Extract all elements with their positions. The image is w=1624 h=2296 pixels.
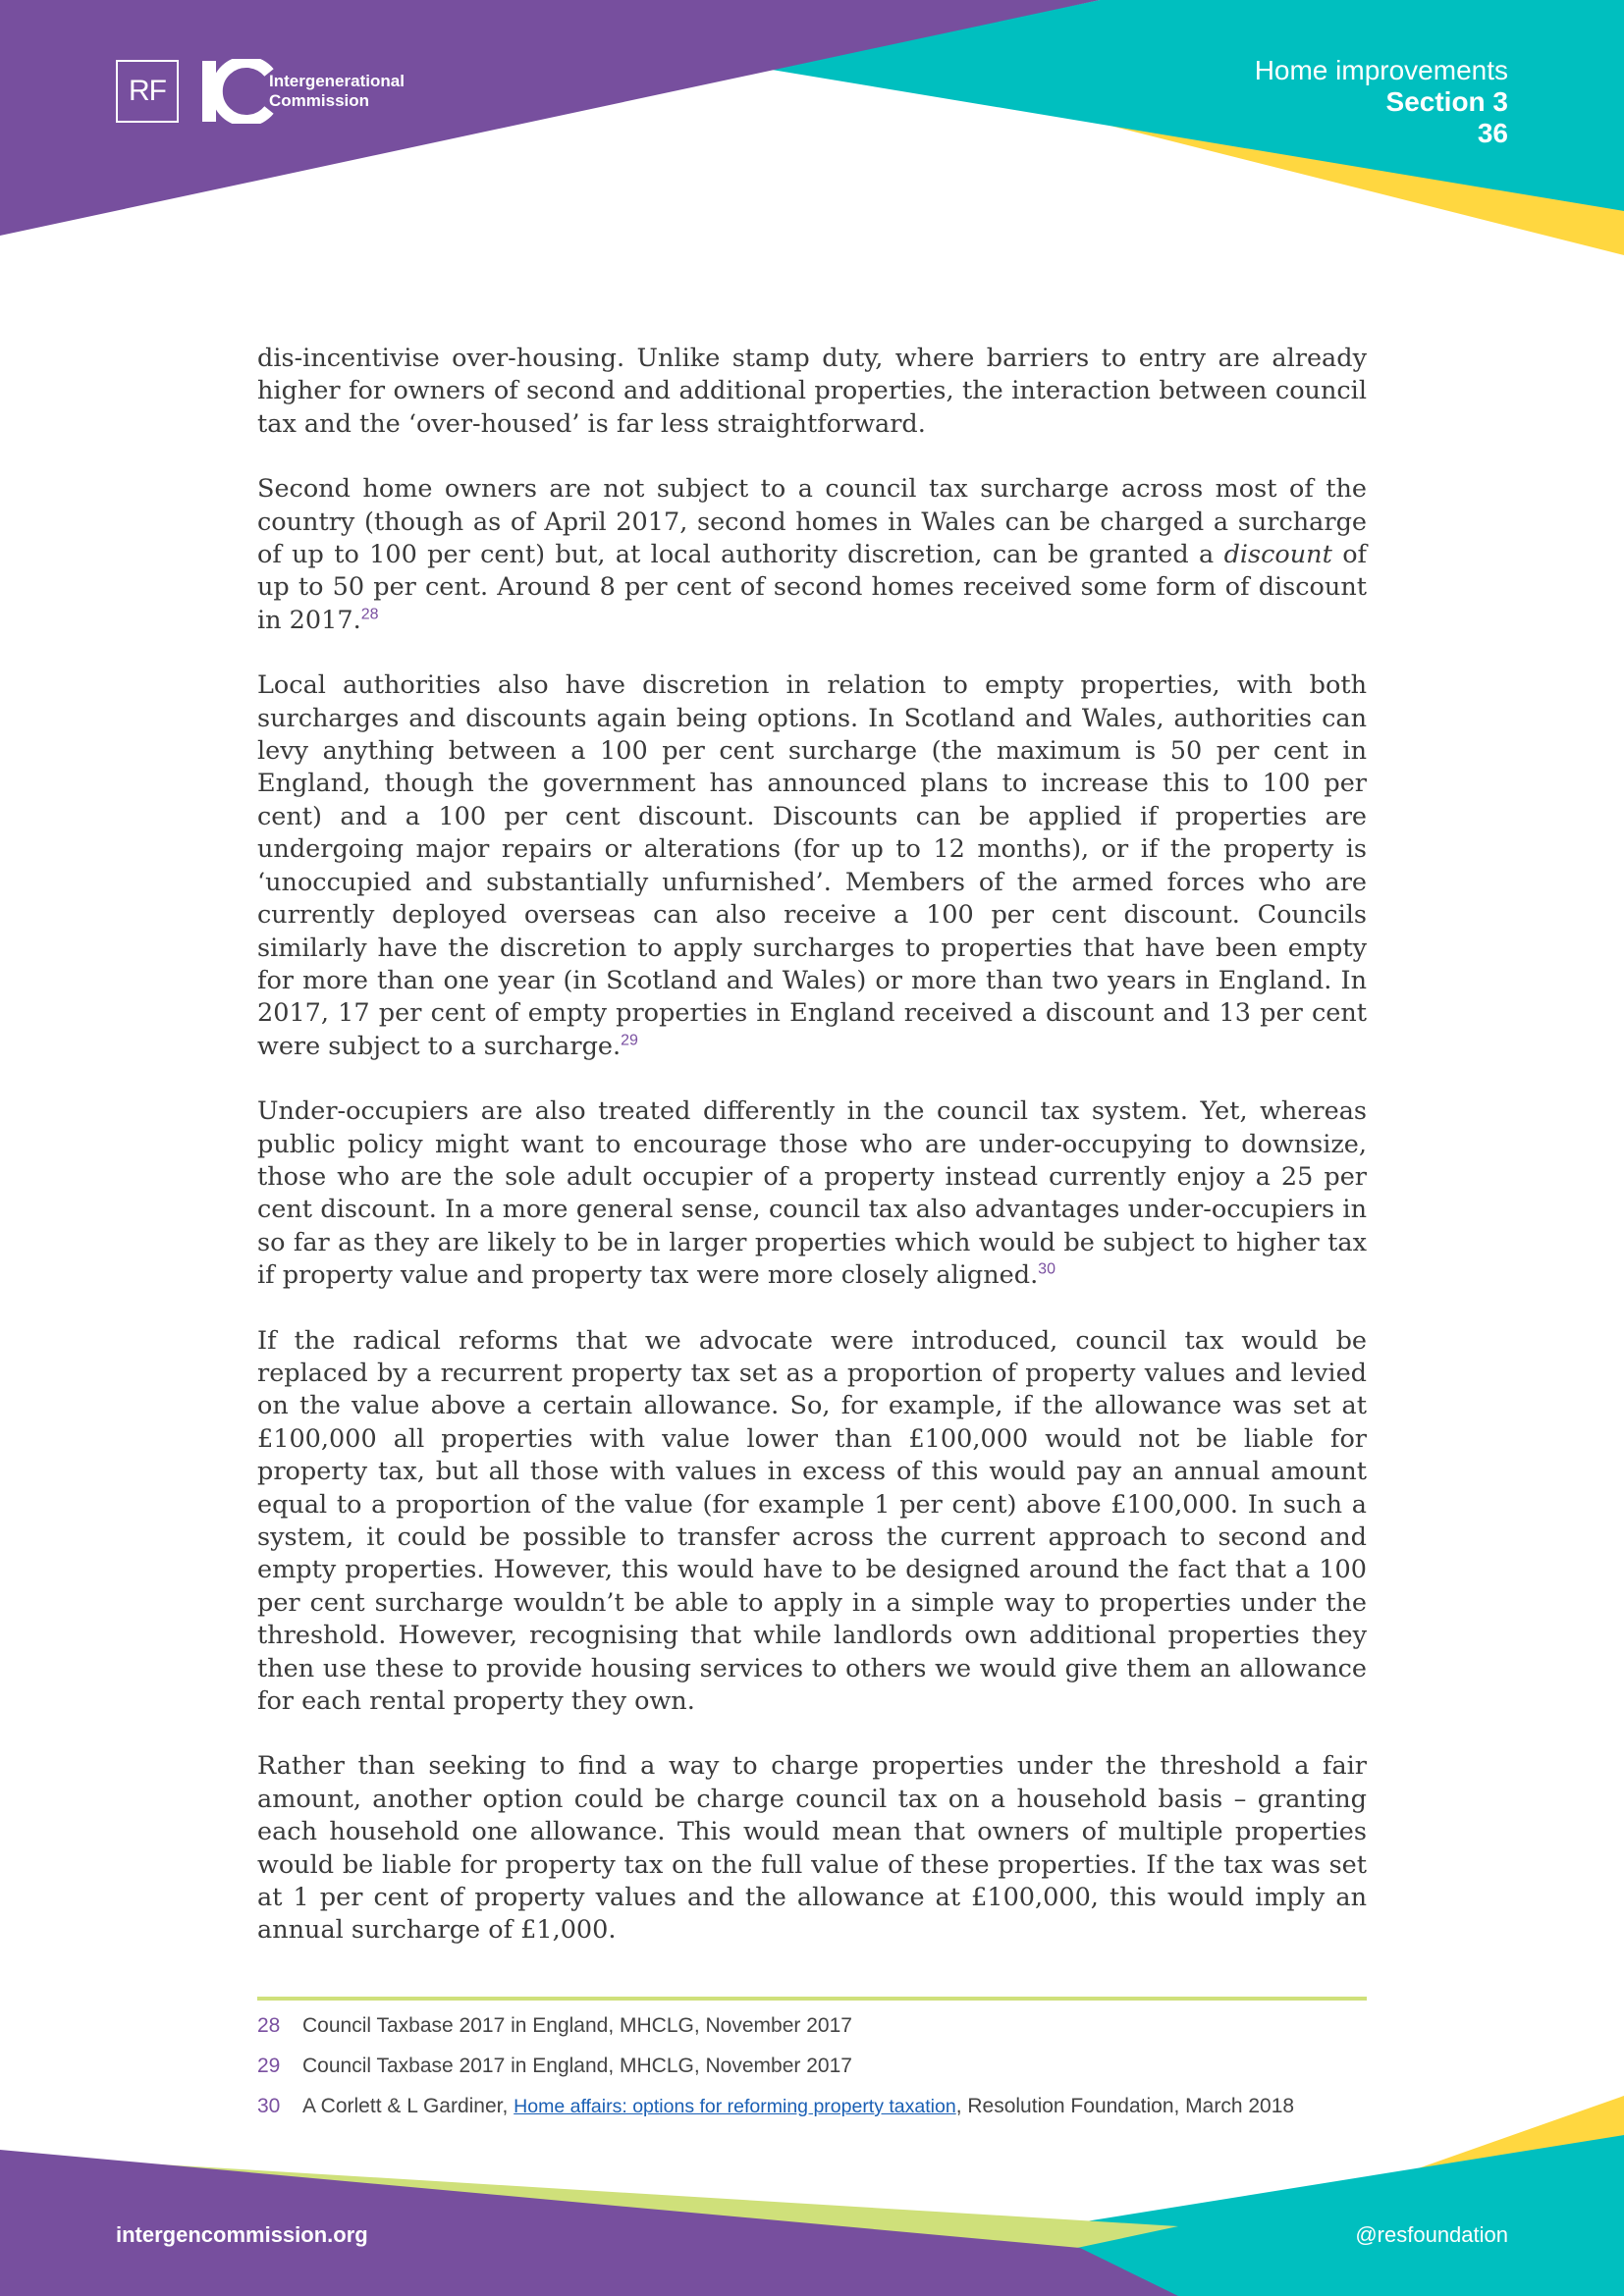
body-text — [257, 343, 1367, 1980]
chapter-title: Home improvements — [1254, 55, 1508, 85]
footnote-text: Council Taxbase 2017 in England, MHCLG, November 2017 — [302, 2014, 852, 2037]
footnote-number: 29 — [257, 2055, 281, 2077]
paragraph-4: Under-occupiers are also treated differently in the council tax system. Yet, whereas public policy might want to encourage those who are under-occupying to downsize, those who are the sole adult occupier of a property instead currently enjoy a 25 per cent discount. In a more general sense, council tax also advantages under-occupiers in so far as they are likely to be in larger properties which would be subject to higher tax if property value and property tax were more closely aligned.$^{30}$ — [257, 1096, 1367, 1291]
paragraph-5: If the radical reforms that we advocate were introduced, council tax would be replaced by a recurrent property tax set as a proportion of property values and levied on the value above a certain allowance. So, for example, if the allowance was set at £100,000 all properties with value lower than £100,000 would not be liable for property tax, but all those with values in excess of this would pay an annual amount equal to a proportion of the value (for example 1 per cent) above £100,000. In such a system, it could be possible to transfer across the current approach to second and empty properties. However, this would have to be designed around the fact that a 100 per cent surcharge wouldn’t be able to apply in a simple way to properties under the threshold. However, recognising that while landlords own additional properties they then use these to provide housing services to others we would give them an allowance for each rental property they own. — [257, 1325, 1367, 1717]
footnote-number: 30 — [257, 2095, 281, 2117]
footnote-29 — [257, 2054, 1386, 2079]
footer-website-link[interactable]: intergencommission.org — [116, 2222, 368, 2247]
footnote-divider — [257, 1997, 1367, 2001]
footnotes — [257, 2013, 1386, 2134]
footer-twitter-handle[interactable]: @resfoundation — [1355, 2222, 1508, 2247]
paragraph-2: Second home owners are not subject to a council tax surcharge across most of the country (though as of April 2017, second homes in Wales can be charged a surcharge of up to 100 per cent) but, at local authority discretion, can be granted a discount of up to 50 per cent. Around 8 per cent of second homes received some form of discount in 2017.28 — [257, 474, 1367, 635]
footnote-text: A Corlett & L Gardiner, Home affairs: options for reforming property taxation, Resolution Foundation, March 2018 — [302, 2095, 1295, 2117]
ic-logo-text: Intergenerational Commission — [269, 72, 405, 110]
ic-logo — [196, 59, 405, 124]
paragraph-3: Local authorities also have discretion in relation to empty properties, with both surcharges and discounts again being options. In Scotland and Wales, authorities can levy anything between a 100 per cent surcharge (the maximum is 50 per cent in England, though the government has announced plans to increase this to 100 per cent) and a 100 per cent discount. Discounts can be applied if properties are undergoing major repairs or alterations (for up to 12 months), or if the property is ‘unoccupied and substantially unfurnished’. Members of the armed forces who are currently deployed overseas can also receive a 100 per cent discount. Councils similarly have the discretion to apply surcharges to properties that have been empty for more than one year (in Scotland and Wales) or more than two years in England. In 2017, 17 per cent of empty properties in England received a discount and 13 per cent were subject to a surcharge.$^{29}$ — [257, 670, 1367, 1061]
paragraph-6: Rather than seeking to find a way to charge properties under the threshold a fair amount, another option could be charge council tax on a household basis – granting each household one allowance. This would mean that owners of multiple properties would be liable for property tax on the full value of these properties. If the tax was set at 1 per cent of property values and the allowance at £100,000, this would imply an annual surcharge of £1,000. — [257, 1751, 1367, 1946]
footnote-number: 28 — [257, 2014, 281, 2037]
footnote-text: Council Taxbase 2017 in England, MHCLG, November 2017 — [302, 2055, 852, 2077]
ic-logo-icon — [196, 59, 275, 124]
emphasis-discount: discount — [1223, 540, 1332, 570]
footnote-ref-28[interactable]: 28 — [360, 606, 379, 623]
rf-logo: RF — [116, 60, 179, 123]
footnote-30 — [257, 2094, 1386, 2119]
footnote-ref-29[interactable]: 29 — [621, 1032, 638, 1049]
page-number: 36 — [1477, 118, 1508, 148]
footnote-ref-30[interactable]: 30 — [1038, 1260, 1056, 1278]
section-label: Section 3 — [1385, 86, 1508, 117]
report-link[interactable]: Home affairs: options for reforming property taxation — [514, 2096, 956, 2117]
footnote-28 — [257, 2013, 1386, 2039]
paragraph-1: dis-incentivise over-housing. Unlike stamp duty, where barriers to entry are already higher for owners of second and additional properties, the interaction between council tax and the ‘over-housed’ is far less straightforward. — [257, 344, 1367, 439]
logo[interactable] — [116, 59, 405, 124]
running-header — [1255, 55, 1508, 149]
